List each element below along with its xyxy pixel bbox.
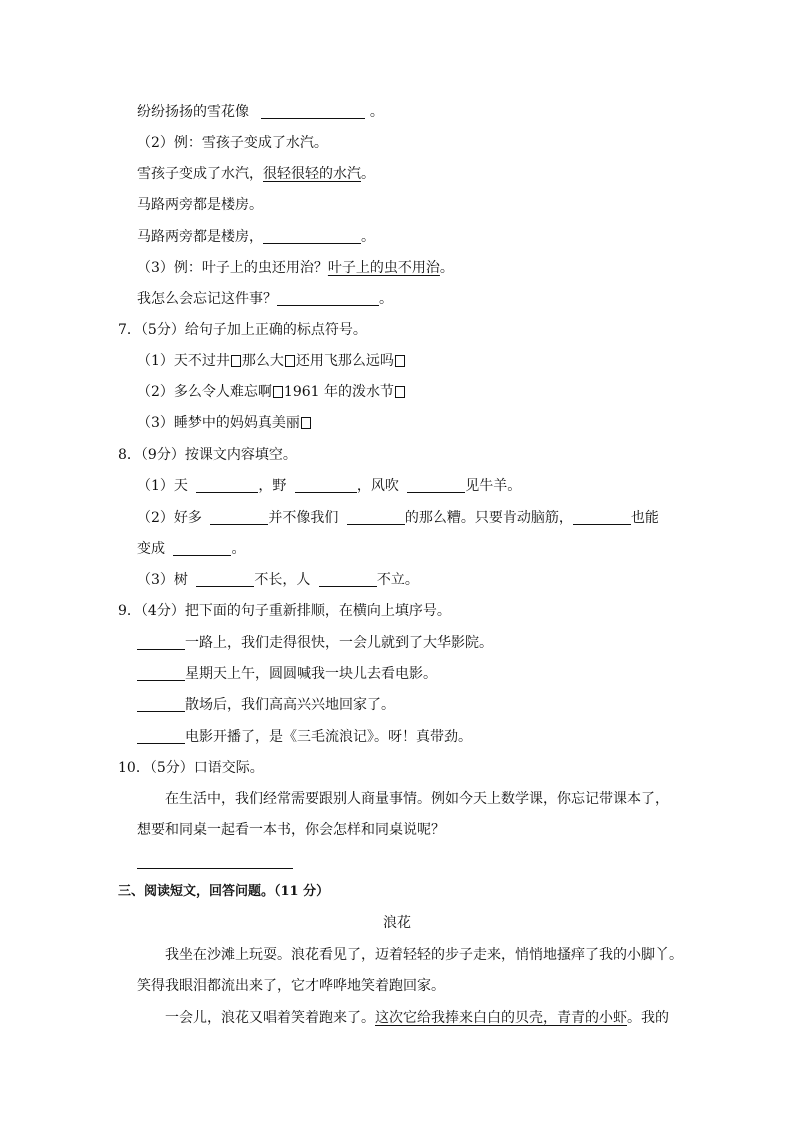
punct-box[interactable] xyxy=(301,417,311,429)
q9-item-text: 电影开播了，是《三毛流浪记》。呀！真带劲。 xyxy=(185,729,472,745)
q8-line-2 xyxy=(137,508,659,528)
q6-ex2-underlined: 很轻很轻的水汽 xyxy=(263,166,361,182)
q6-ex3-underlined: 叶子上的虫不用治 xyxy=(327,260,440,276)
q8-s2-a: （2）好多 xyxy=(137,510,202,526)
passage-p1-line-2: 笑得我眼泪都流出来了，它才哗哗地笑着跑回家。 xyxy=(137,978,445,994)
q6-period: 。 xyxy=(369,104,384,120)
passage-p2-end: 。我的 xyxy=(627,1010,669,1026)
q8-s1-a: （1）天 xyxy=(137,478,188,494)
q8-s1-d: 见牛羊。 xyxy=(465,478,522,494)
q6-example-2: （2）例：雪孩子变成了水汽。 xyxy=(137,135,328,151)
q9-item xyxy=(137,633,493,653)
q8-s2-period: 。 xyxy=(231,541,246,557)
q8-line-3 xyxy=(137,570,419,590)
punct-box[interactable] xyxy=(395,355,405,367)
section-3-heading: 三、阅读短文，回答问题。（11 分） xyxy=(118,884,330,899)
q6-blank-1[interactable] xyxy=(261,104,365,119)
q6-ex3-label: （3）例：叶子上的虫还用治？ xyxy=(137,260,328,276)
q7-s2-part-a: （2）多么令人难忘啊 xyxy=(137,384,272,400)
q10-answer-blank[interactable] xyxy=(137,854,293,869)
q7-sentence-1 xyxy=(137,351,406,371)
q8-blank[interactable] xyxy=(347,510,405,525)
q6-road-sentence: 马路两旁都是楼房。 xyxy=(137,197,263,213)
passage-p2-line-1 xyxy=(165,1008,669,1028)
q9-item xyxy=(137,695,395,715)
q6-ex3-period: 。 xyxy=(439,260,454,276)
q8-s2-e: 变成 xyxy=(137,541,165,557)
q6-forget-text: 我怎么会忘记这件事？ xyxy=(137,291,277,307)
q9-item-text: 散场后，我们高高兴兴地回家了。 xyxy=(185,697,395,713)
q7-s1-part-b: 那么大 xyxy=(241,353,284,369)
q8-s3-c: 不立。 xyxy=(376,572,419,588)
q8-s3-a: （3）树 xyxy=(137,572,188,588)
q6-road2-text: 马路两旁都是楼房， xyxy=(137,229,263,245)
punct-box[interactable] xyxy=(395,386,405,398)
passage-title: 浪花 xyxy=(383,915,411,931)
q6-example-2-answer xyxy=(137,164,375,184)
q10-paragraph-line-1: 在生活中，我们经常需要跟别人商量事情。例如今天上数学课，你忘记带课本了， xyxy=(165,791,669,807)
passage-p2-underlined: 这次它给我捧来白白的贝壳，青青的小虾 xyxy=(375,1010,627,1026)
passage-p1-line-1: 我坐在沙滩上玩耍。浪花看见了，迈着轻轻的步子走来，悄悄地搔痒了我的小脚丫。 xyxy=(165,947,683,963)
q9-item xyxy=(137,664,437,684)
q7-heading: 7．（5分）给句子加上正确的标点符号。 xyxy=(118,322,367,338)
q9-order-blank[interactable] xyxy=(137,729,185,744)
q8-blank[interactable] xyxy=(173,541,231,556)
q6-ex2-period: 。 xyxy=(361,166,375,182)
q7-sentence-2 xyxy=(137,382,406,402)
q8-blank[interactable] xyxy=(573,510,631,525)
punct-box[interactable] xyxy=(285,355,295,367)
q8-heading: 8．（9分）按课文内容填空。 xyxy=(118,447,297,463)
q7-s1-part-a: （1）天不过井 xyxy=(137,353,230,369)
punct-box[interactable] xyxy=(273,386,283,398)
q9-item-text: 一路上，我们走得很快，一会儿就到了大华影院。 xyxy=(185,635,493,651)
q8-s2-b: 并不像我们 xyxy=(268,510,339,526)
q8-blank[interactable] xyxy=(210,510,268,525)
q6-snowflake-text: 纷纷扬扬的雪花像 xyxy=(137,104,249,120)
q9-order-blank[interactable] xyxy=(137,666,185,681)
q6-blank-2[interactable] xyxy=(263,229,361,244)
q10-heading: 10．（5分）口语交际。 xyxy=(118,760,264,776)
q9-heading: 9．（4分）把下面的句子重新排顺，在横向上填序号。 xyxy=(118,603,451,619)
q9-order-blank[interactable] xyxy=(137,635,185,650)
passage-p2-plain: 一会儿，浪花又唱着笑着跑来了。 xyxy=(165,1010,375,1026)
q6-example-3 xyxy=(137,258,454,278)
q8-s1-c: ，风吹 xyxy=(356,478,399,494)
q10-paragraph-line-2: 想要和同桌一起看一本书，你会怎样和同桌说呢？ xyxy=(137,822,445,838)
q7-s2-part-b: 1961 年的泼水节 xyxy=(283,384,395,400)
q8-blank[interactable] xyxy=(407,478,465,493)
q6-road-expand xyxy=(137,227,375,247)
q9-item xyxy=(137,727,472,747)
punct-box[interactable] xyxy=(231,355,241,367)
q9-item-text: 星期天上午，圆圆喊我一块儿去看电影。 xyxy=(185,666,437,682)
q8-s2-d: 也能 xyxy=(630,510,659,526)
q8-line-2-cont xyxy=(137,539,245,559)
q7-sentence-3 xyxy=(137,413,312,433)
q8-blank[interactable] xyxy=(319,572,377,587)
q8-blank[interactable] xyxy=(295,478,357,493)
q8-s3-b: 不长，人 xyxy=(254,572,311,588)
q6-line-snowflake xyxy=(137,102,384,122)
q8-s1-b: ，野 xyxy=(258,478,287,494)
q6-blank-3[interactable] xyxy=(277,291,379,306)
q6-forget-period: 。 xyxy=(379,291,393,307)
q9-order-blank[interactable] xyxy=(137,697,185,712)
q7-s1-part-c: 还用飞那么远吗 xyxy=(295,353,394,369)
q8-s2-c: 的那么糟。只要肯动脑筋， xyxy=(404,510,573,526)
q6-forget-sentence xyxy=(137,289,393,309)
q10-answer-line xyxy=(137,852,293,872)
q8-blank[interactable] xyxy=(196,478,258,493)
q6-road-period: 。 xyxy=(361,229,375,245)
q8-blank[interactable] xyxy=(196,572,254,587)
q8-line-1 xyxy=(137,476,521,496)
q6-ex2-plain: 雪孩子变成了水汽， xyxy=(137,166,263,182)
q7-s3-part-a: （3）睡梦中的妈妈真美丽 xyxy=(137,415,300,431)
